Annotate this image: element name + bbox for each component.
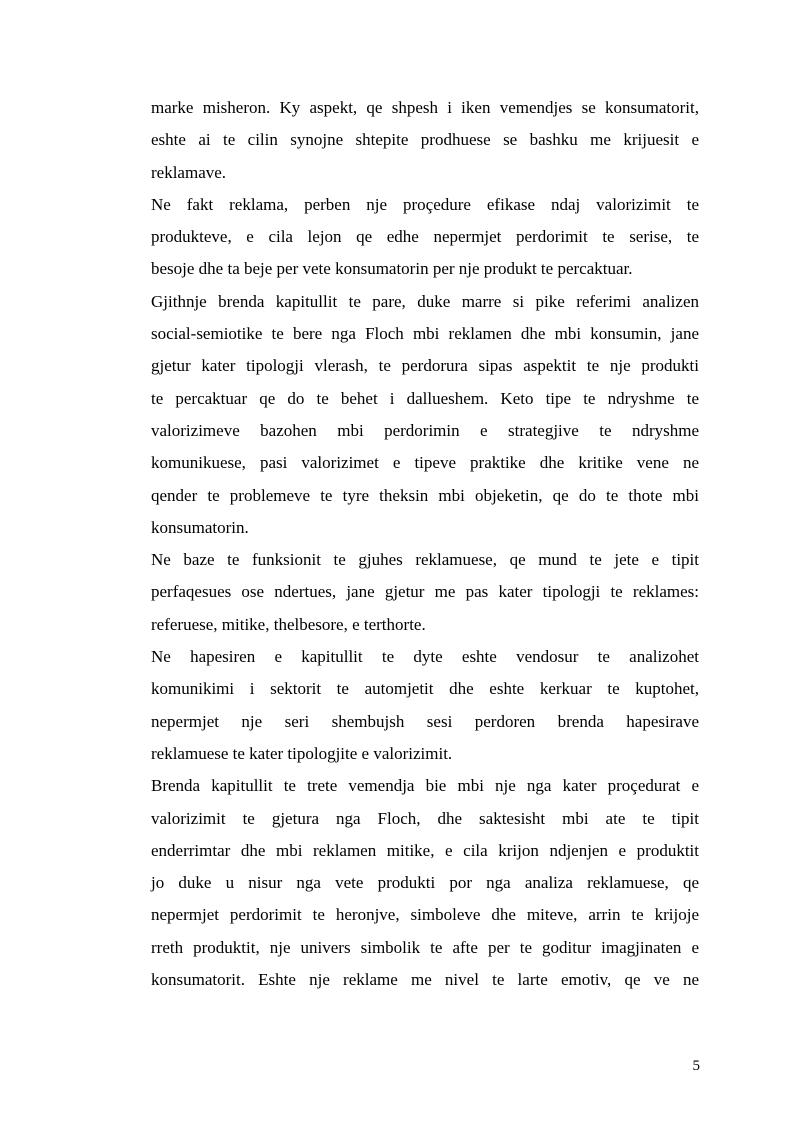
text-line: valorizimit te gjetura nga Floch, dhe saktesisht mbi ate te tipit [151,808,699,828]
paragraph-4 [151,544,699,641]
text-line: rreth produktit, nje univers simbolik te afte per te goditur imagjinaten e [151,937,699,957]
paragraph-3 [151,286,699,544]
text-line: konsumatorit. Eshte nje reklame me nivel te larte emotiv, qe ve ne [151,970,699,990]
text-line: komunikuese, pasi valorizimet e tipeve praktike dhe kritike vene ne [151,453,699,473]
text-line: eshte ai te cilin synojne shtepite prodhuese se bashku me krijuesit e [151,130,699,150]
text-line: reklamuese te kater tipologjite e valorizimit. [151,743,453,763]
text-line: Gjithnje brenda kapitullit te pare, duke marre si pike referimi analizen [151,291,699,311]
paragraph-1 [151,92,699,189]
text-line: perfaqesues ose ndertues, jane gjetur me pas kater tipologji te reklames: [151,582,699,602]
text-line: jo duke u nisur nga vete produkti por nga analiza reklamuese, qe [151,873,699,893]
text-line: marke misheron. Ky aspekt, qe shpesh i iken vemendjes se konsumatorit, [151,98,699,117]
text-line: komunikimi i sektorit te automjetit dhe eshte kerkuar te kuptohet, [151,679,699,699]
text-line: produkteve, e cila lejon qe edhe nepermjet perdorimit te serise, te [151,227,699,247]
text-line: te percaktuar qe do te behet i dallueshem. Keto tipe te ndryshme te [151,388,699,408]
body-text [151,92,699,996]
text-line: Ne fakt reklama, perben nje proçedure efikase ndaj valorizimit te [151,194,699,214]
text-line: qender te problemeve te tyre theksin mbi objeketin, qe do te thote mbi [151,485,699,505]
text-line: nepermjet perdorimit te heronjve, simboleve dhe miteve, arrin te krijoje [151,905,699,925]
text-line: nepermjet nje seri shembujsh sesi perdoren brenda hapesirave [151,711,699,731]
text-line: valorizimeve bazohen mbi perdorimin e strategjive te ndryshme [151,420,699,440]
text-line: social-semiotike te bere nga Floch mbi reklamen dhe mbi konsumin, jane [151,324,699,344]
text-line: Ne baze te funksionit te gjuhes reklamuese, qe mund te jete e tipit [151,550,699,570]
paragraph-2 [151,189,699,286]
text-line: gjetur kater tipologji vlerash, te perdorura sipas aspektit te nje produkti [151,356,699,376]
text-line: Ne hapesiren e kapitullit te dyte eshte vendosur te analizohet [151,647,699,667]
paragraph-6 [151,770,699,996]
text-line: konsumatorin. [151,517,249,537]
page-number: 5 [692,1058,700,1074]
text-line: besoje dhe ta beje per vete konsumatorin per nje produkt te percaktuar. [151,259,633,279]
text-line: enderrimtar dhe mbi reklamen mitike, e cila krijon ndjenjen e produktit [151,840,699,860]
paragraph-5 [151,641,699,770]
text-line: reklamave. [151,162,227,182]
text-line: Brenda kapitullit te trete vemendja bie mbi nje nga kater proçedurat e [151,776,699,796]
text-line: referuese, mitike, thelbesore, e terthorte. [151,614,426,634]
